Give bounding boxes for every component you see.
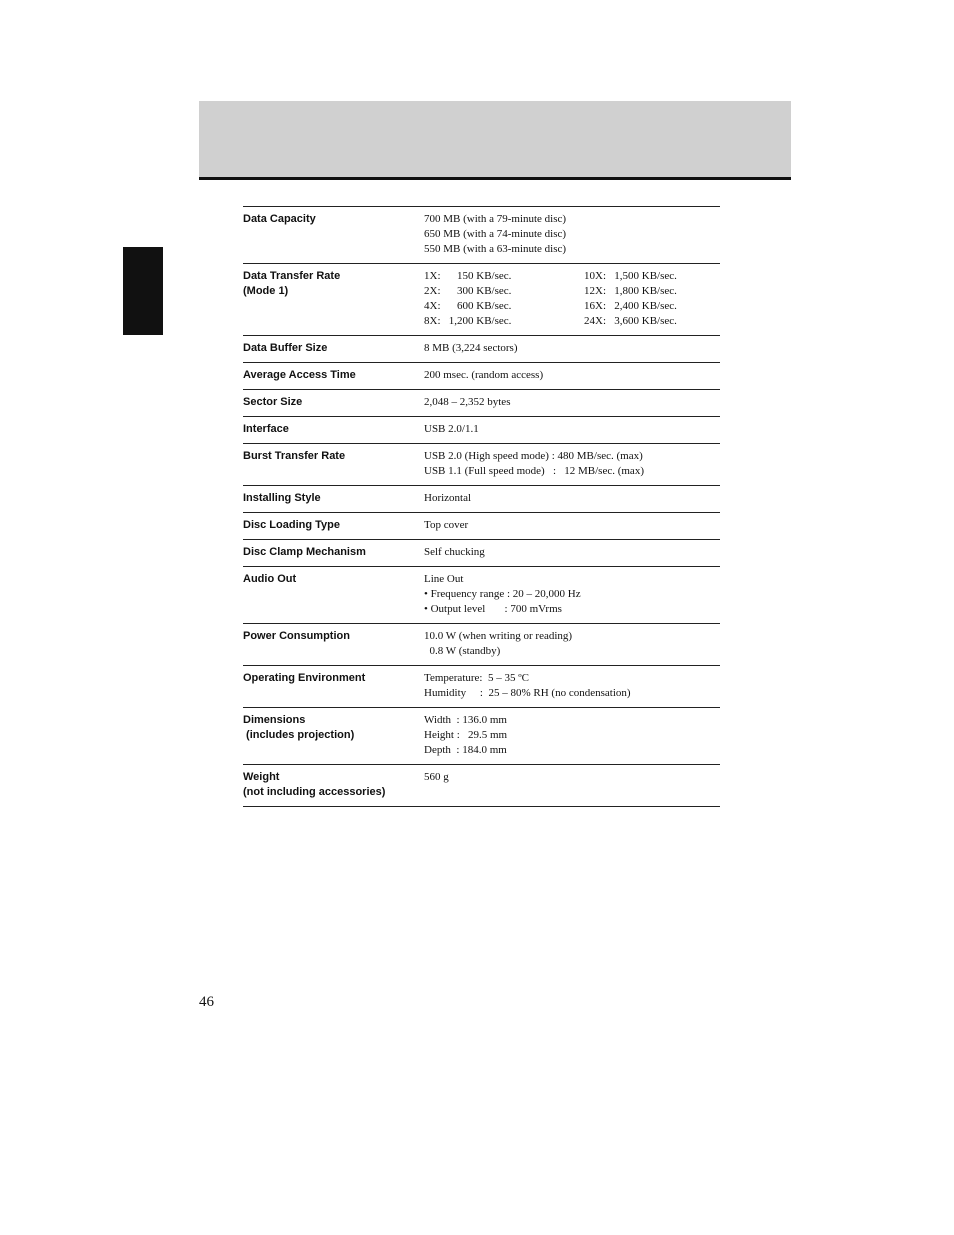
- spec-value-line: Temperature: 5 – 35 ºC: [424, 672, 529, 684]
- spec-label-line: Sector Size: [243, 396, 303, 408]
- spec-label-line: Operating Environment: [243, 672, 366, 684]
- spec-row: [243, 336, 720, 363]
- spec-value-line: 8 MB (3,224 sectors): [424, 342, 518, 354]
- spec-value-line: 2,048 – 2,352 bytes: [424, 396, 511, 408]
- spec-value: [424, 341, 720, 356]
- spec-label: [243, 671, 424, 701]
- specifications-table: [243, 206, 720, 807]
- spec-label: [243, 770, 424, 800]
- spec-row: [243, 363, 720, 390]
- rate-value-line: 4X: 600 KB/sec.: [424, 300, 512, 312]
- spec-label: [243, 341, 424, 356]
- spec-value-line: Horizontal: [424, 492, 472, 504]
- spec-label: [243, 395, 424, 410]
- spec-value-line: USB 2.0 (High speed mode) : 480 MB/sec. (max): [424, 450, 643, 462]
- spec-row: [243, 417, 720, 444]
- spec-row: [243, 390, 720, 417]
- rate-value-line: 1X: 150 KB/sec.: [424, 270, 512, 282]
- spec-value-line: • Frequency range : 20 – 20,000 Hz: [424, 588, 581, 600]
- spec-value-line: USB 1.1 (Full speed mode) : 12 MB/sec. (max): [424, 465, 644, 477]
- spec-value: [424, 518, 720, 533]
- rate-value-line: 10X: 1,500 KB/sec.: [584, 270, 677, 282]
- spec-row: [243, 486, 720, 513]
- spec-label-line: Weight: [243, 771, 280, 783]
- spec-value: [424, 545, 720, 560]
- spec-label-line: (Mode 1): [243, 285, 289, 297]
- spec-value: [424, 368, 720, 383]
- spec-label: [243, 422, 424, 437]
- spec-value: [424, 629, 720, 659]
- spec-label-line: Audio Out: [243, 573, 297, 585]
- spec-label-line: Data Transfer Rate: [243, 270, 341, 282]
- spec-value: [424, 491, 720, 506]
- spec-label: [243, 491, 424, 506]
- rate-column-right: [584, 269, 744, 329]
- spec-label-line: Power Consumption: [243, 630, 350, 642]
- rate-value-line: 2X: 300 KB/sec.: [424, 285, 512, 297]
- spec-label: [243, 212, 424, 257]
- header-band: [199, 101, 791, 180]
- page-number: 46: [199, 994, 214, 1010]
- spec-row: [243, 207, 720, 264]
- spec-value-line: Self chucking: [424, 546, 485, 558]
- spec-label: [243, 269, 424, 329]
- spec-label: [243, 368, 424, 383]
- spec-value: [424, 572, 720, 617]
- spec-value-line: 550 MB (with a 63-minute disc): [424, 243, 567, 255]
- spec-value: [424, 395, 720, 410]
- spec-label: [243, 545, 424, 560]
- spec-row: [243, 708, 720, 765]
- spec-label-line: Data Buffer Size: [243, 342, 328, 354]
- spec-label: [243, 713, 424, 758]
- spec-value: [424, 422, 720, 437]
- spec-label-line: Data Capacity: [243, 213, 316, 225]
- rate-value-line: 8X: 1,200 KB/sec.: [424, 315, 512, 327]
- spec-value: [424, 212, 720, 257]
- spec-label: [243, 629, 424, 659]
- spec-row: [243, 765, 720, 807]
- spec-label-line: Disc Loading Type: [243, 519, 340, 531]
- spec-value: [424, 770, 720, 800]
- spec-value-line: 560 g: [424, 771, 449, 783]
- spec-value-line: 650 MB (with a 74-minute disc): [424, 228, 567, 240]
- spec-value-line: USB 2.0/1.1: [424, 423, 479, 435]
- spec-value-line: 200 msec. (random access): [424, 369, 544, 381]
- spec-row: [243, 567, 720, 624]
- spec-row: [243, 513, 720, 540]
- spec-label-line: Disc Clamp Mechanism: [243, 546, 366, 558]
- section-tab-marker: [123, 247, 163, 335]
- spec-value-line: Width : 136.0 mm: [424, 714, 507, 726]
- spec-value-line: Top cover: [424, 519, 469, 531]
- spec-label-line: (not including accessories): [243, 786, 386, 798]
- spec-row: [243, 264, 720, 336]
- spec-row: [243, 666, 720, 708]
- spec-label: [243, 518, 424, 533]
- rate-value-line: 24X: 3,600 KB/sec.: [584, 315, 677, 327]
- spec-value: [424, 671, 720, 701]
- spec-label-line: Interface: [243, 423, 289, 435]
- spec-value-line: 0.8 W (standby): [424, 645, 501, 657]
- spec-value-line: Humidity : 25 – 80% RH (no condensation): [424, 687, 631, 699]
- spec-label: [243, 572, 424, 617]
- spec-label-line: Installing Style: [243, 492, 321, 504]
- spec-value-line: • Output level : 700 mVrms: [424, 603, 562, 615]
- spec-value: [424, 449, 720, 479]
- spec-label-line: Average Access Time: [243, 369, 356, 381]
- rate-value-line: 16X: 2,400 KB/sec.: [584, 300, 677, 312]
- spec-value: [424, 269, 744, 329]
- spec-value-line: 700 MB (with a 79-minute disc): [424, 213, 567, 225]
- spec-value-line: Depth : 184.0 mm: [424, 744, 507, 756]
- spec-label-line: Dimensions: [243, 714, 306, 726]
- spec-label-line: Burst Transfer Rate: [243, 450, 346, 462]
- spec-value-line: Height : 29.5 mm: [424, 729, 508, 741]
- spec-label: [243, 449, 424, 479]
- spec-value-line: 10.0 W (when writing or reading): [424, 630, 573, 642]
- spec-row: [243, 444, 720, 486]
- rate-column-left: [424, 269, 584, 329]
- spec-value-line: Line Out: [424, 573, 464, 585]
- spec-row: [243, 624, 720, 666]
- spec-value: [424, 713, 720, 758]
- rate-value-line: 12X: 1,800 KB/sec.: [584, 285, 677, 297]
- spec-label-line: (includes projection): [243, 729, 355, 741]
- spec-row: [243, 540, 720, 567]
